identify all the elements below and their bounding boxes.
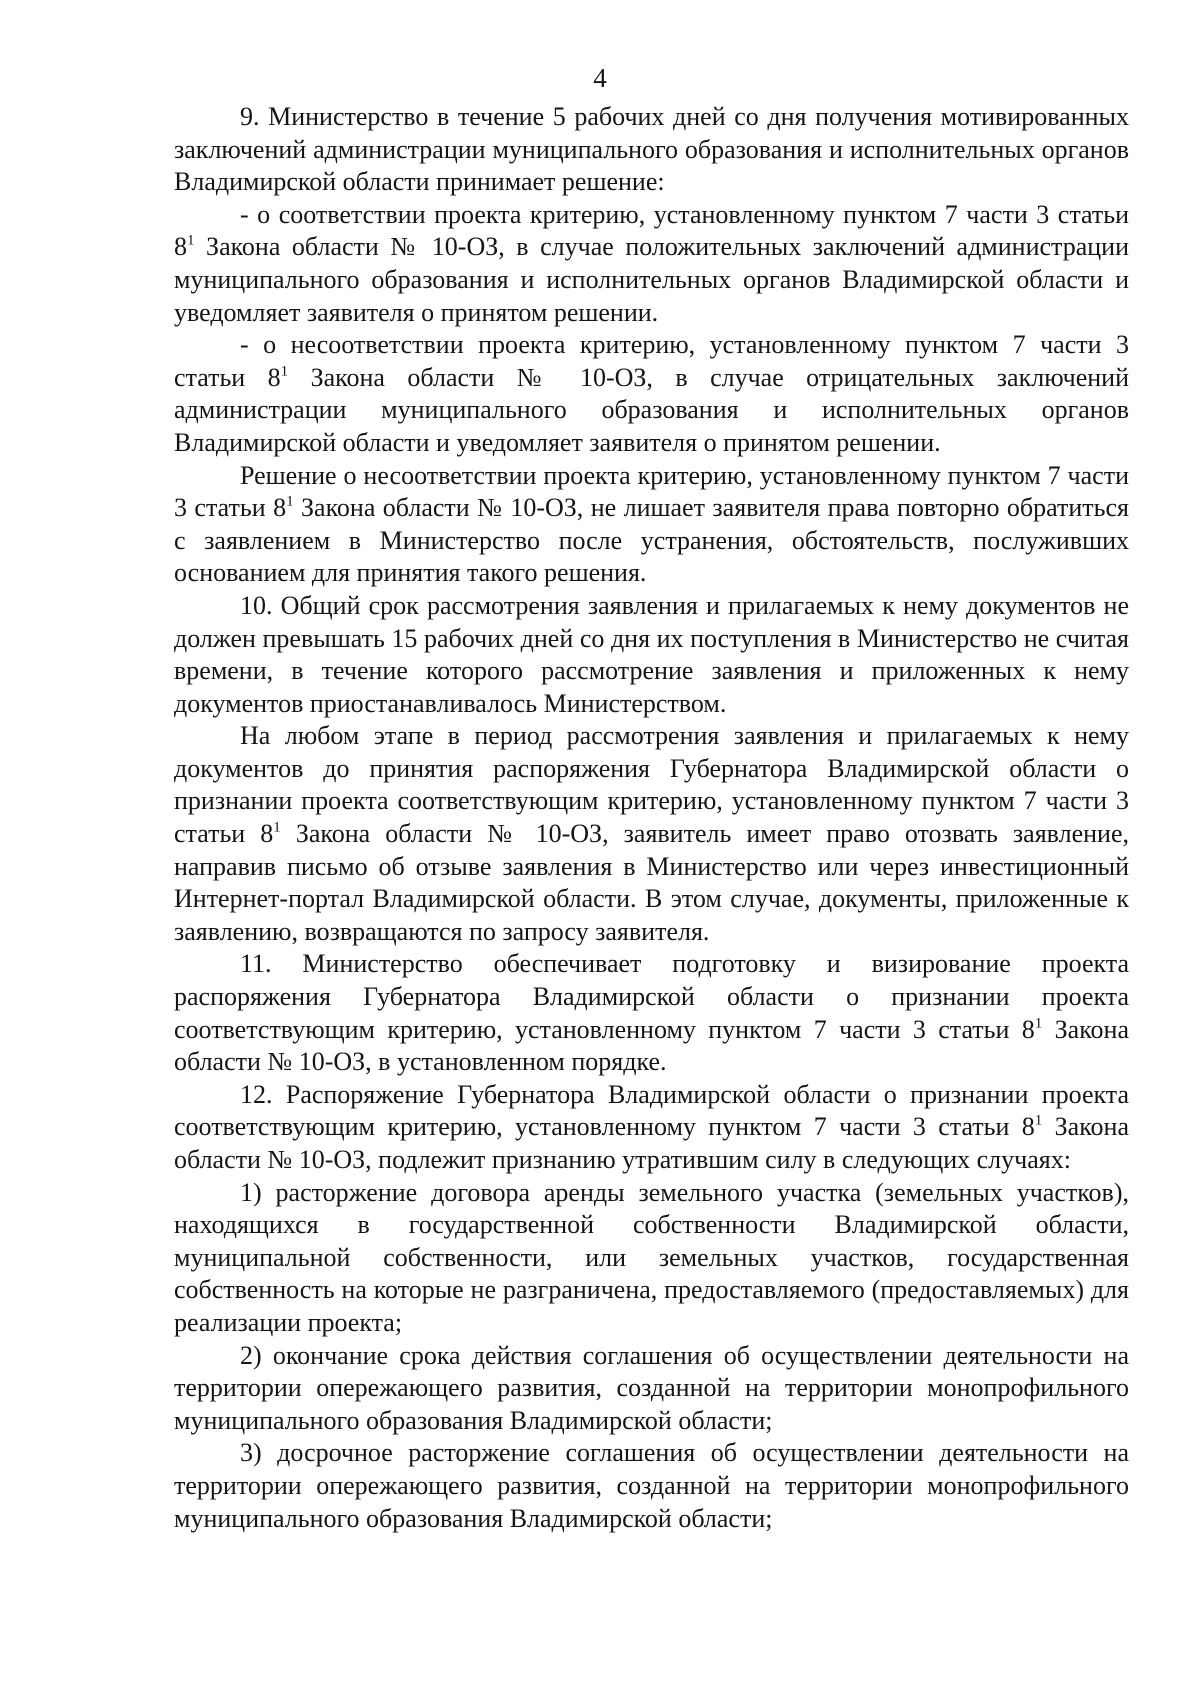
paragraph-p8: [174, 1079, 1129, 1177]
paragraph-text: 12. Распоряжение Губернатора Владимирской области о признании проекта соответствующим критерию, установленному пунктом 7 части 3 статьи 8: [174, 1079, 1129, 1142]
paragraph-p2: [174, 199, 1129, 329]
document-body: [174, 101, 1129, 1535]
paragraph-p9: [174, 1177, 1129, 1340]
paragraph-text: Закона области № 10-ОЗ, заявитель имеет право отозвать заявление, направив письмо об отзыве заявления в Министерство или через инвестиционный Интернет-портал Владимирской области. В этом случае, документы, приложенные к заявлению, возвращаются по запросу заявителя.: [174, 819, 1129, 946]
superscript-index: 1: [1034, 1112, 1043, 1129]
paragraph-text: Закона области № 10-ОЗ, в случае положительных заключений администрации муниципального образования и исполнительных органов Владимирской области и уведомляет заявителя о принятом решении.: [174, 232, 1129, 327]
paragraph-text: Закона области № 10-ОЗ, подлежит признанию утратившим силу в следующих случаях:: [174, 1112, 1129, 1174]
paragraph-text: - о несоответствии проекта критерию, установленному пунктом 7 части 3 статьи 8: [174, 330, 1129, 392]
paragraph-text: Решение о несоответствии проекта критерию, установленному пунктом 7 части 3 статьи 8: [174, 460, 1129, 523]
paragraph-p3: [174, 329, 1129, 459]
paragraph-p6: [174, 720, 1129, 948]
paragraph-text: 10. Общий срок рассмотрения заявления и прилагаемых к нему документов не должен превышать 15 рабочих дней со дня их поступления в Министерство не считая времени, в течение которого рассмотрение заявления и приложенных к нему документов приостанавливалось Министерством.: [174, 590, 1129, 718]
paragraph-text: 3) досрочное расторжение соглашения об осуществлении деятельности на территории опережающего развития, созданной на территории монопрофильного муниципального образования Владимирской области;: [174, 1438, 1129, 1533]
paragraph-text: 9. Министерство в течение 5 рабочих дней со дня получения мотивированных заключений администрации муниципального образования и исполнительных органов Владимирской области принимает решение:: [174, 102, 1129, 197]
superscript-index: 1: [273, 819, 281, 836]
paragraph-text: Закона области № 10-ОЗ, не лишает заявителя права повторно обратиться с заявлением в Министерство после устранения, обстоятельств, послуживших основанием для принятия такого решения.: [174, 493, 1129, 588]
paragraph-p4: [174, 460, 1129, 590]
superscript-index: 1: [1034, 1015, 1043, 1032]
superscript-index: 1: [280, 363, 289, 380]
paragraph-p7: [174, 948, 1129, 1078]
paragraph-text: 11. Министерство обеспечивает подготовку и визирование проекта распоряжения Губернатора Владимирской области о признании проекта соответствующим критерию, установленному пунктом 7 части 3 статьи 8: [174, 949, 1129, 1044]
paragraph-text: 2) окончание срока действия соглашения об осуществлении деятельности на территории опережающего развития, созданной на территории монопрофильного муниципального образования Владимирской области;: [174, 1340, 1129, 1435]
paragraph-p1: [174, 101, 1129, 199]
paragraph-text: Закона области № 10-ОЗ, в случае отрицательных заключений администрации муниципального образования и исполнительных органов Владимирской области и уведомляет заявителя о принятом решении.: [174, 362, 1129, 457]
paragraph-p11: [174, 1437, 1129, 1535]
paragraph-text: Закона области № 10-ОЗ, в установленном порядке.: [174, 1014, 1129, 1077]
superscript-index: 1: [286, 493, 294, 510]
page-number: 4: [593, 63, 607, 93]
paragraph-text: На любом этапе в период рассмотрения заявления и прилагаемых к нему документов до принятия распоряжения Губернатора Владимирской области о признании проекта соответствующим критерию, установленному пунктом 7 части 3 статьи 8: [174, 721, 1129, 849]
paragraph-p5: [174, 590, 1129, 720]
paragraph-p10: [174, 1340, 1129, 1438]
paragraph-text: 1) расторжение договора аренды земельного участка (земельных участков), находящихся в государственной собственности Владимирской области, муниципальной собственности, или земельных участков, государственная собственность на которые не разграничена, предоставляемого (предоставляемых) для реализации проекта;: [174, 1177, 1129, 1337]
paragraph-text: - о соответствии проекта критерию, установленному пунктом 7 части 3 статьи 8: [174, 199, 1129, 262]
superscript-index: 1: [187, 232, 195, 249]
